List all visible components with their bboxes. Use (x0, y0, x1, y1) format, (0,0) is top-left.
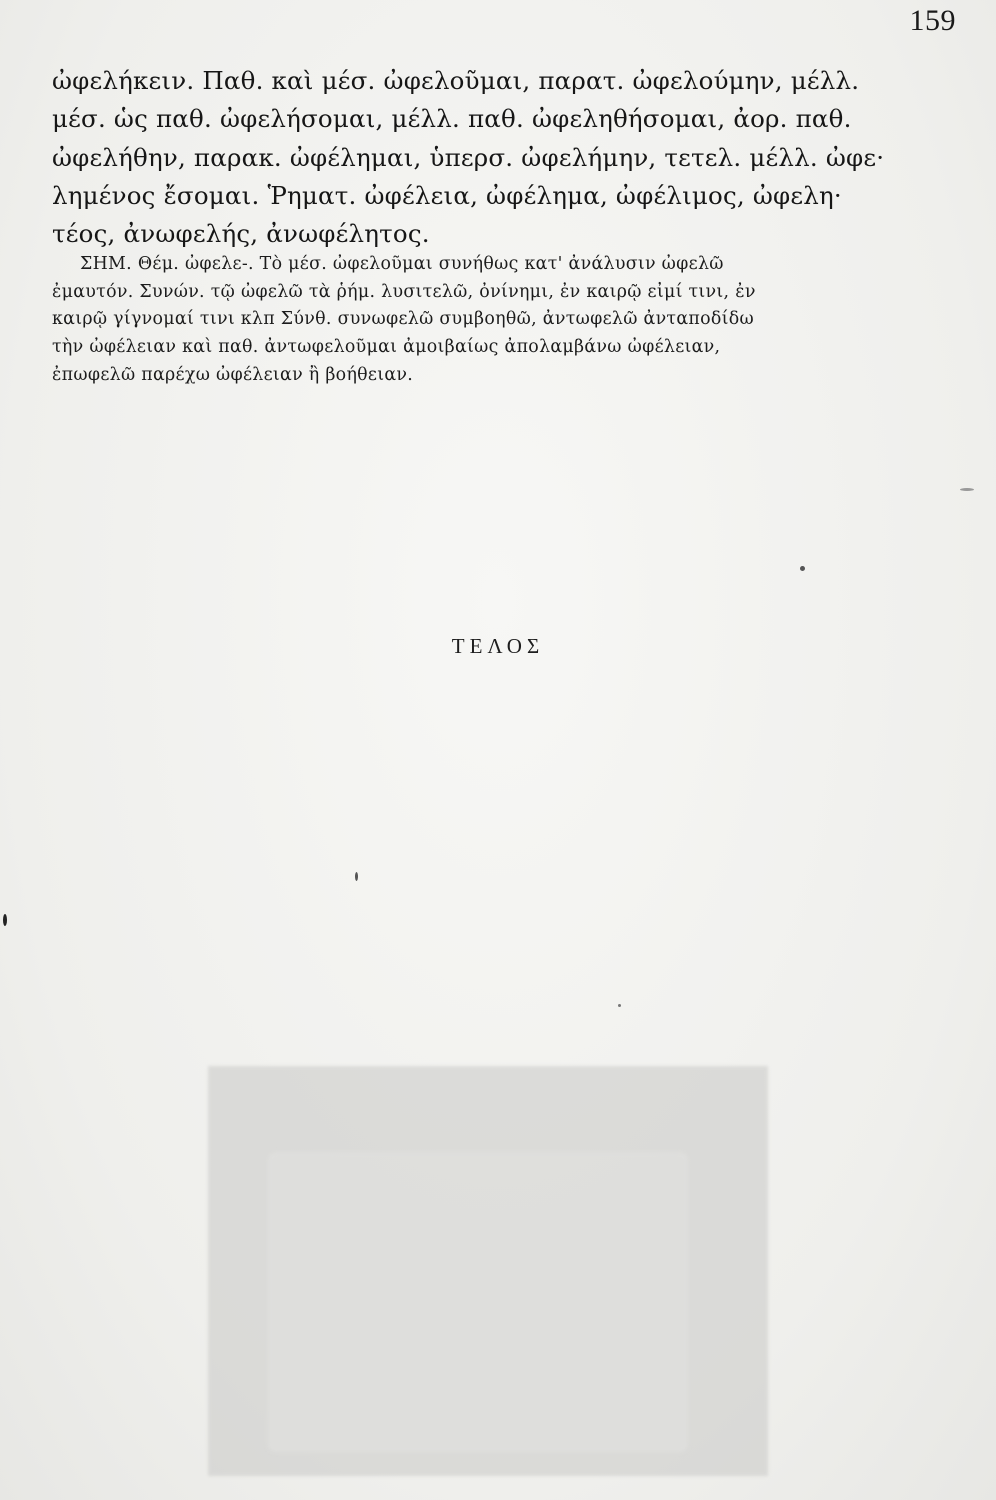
note-line: καιρῷ γίγνομαί τινι κλπ Σύνθ. συνωφελῶ συμβοηθῶ, ἀντωφελῶ ἀνταποδίδω (52, 309, 755, 330)
ink-speck (800, 566, 805, 571)
note-line: τὴν ὠφέλειαν καὶ παθ. ἀντωφελοῦμαι ἀμοιβαίως ἀπολαμβάνω ὠφέλειαν, (52, 337, 721, 358)
main-text-line: τέος, ἀνωφελής, ἀνωφέλητος. (52, 219, 430, 249)
note-block (52, 251, 892, 390)
main-text-line: μέσ. ὡς παθ. ὠφελήσομαι, μέλλ. παθ. ὠφεληθήσομαι, ἀορ. παθ. (52, 104, 852, 134)
main-text-block (52, 62, 885, 253)
ink-speck (960, 488, 974, 491)
end-marker: ΤΕΛΟΣ (451, 634, 545, 658)
main-text-line: ὠφελήκειν. Παθ. καὶ μέσ. ὠφελοῦμαι, παρατ. ὠφελούμην, μέλλ. (52, 66, 860, 95)
note-line: ΣΗΜ. Θέμ. ὠφελε-. Τὸ μέσ. ὠφελοῦμαι συνήθως κατ' ἀνάλυσιν ὠφελῶ (80, 254, 724, 274)
main-text-line: λημένος ἔσομαι. Ῥηματ. ὠφέλεια, ὠφέλημα, ὠφέλιμος, ὠφελη· (52, 180, 842, 210)
ink-speck (3, 914, 7, 926)
bleed-through-inner-shadow (268, 1152, 688, 1452)
ink-speck (618, 1004, 621, 1007)
main-text-line: ὠφελήθην, παρακ. ὠφέλημαι, ὑπερσ. ὠφελήμην, τετελ. μέλλ. ὠφε· (52, 142, 885, 172)
page-number: 159 (909, 4, 956, 37)
note-line: ἐμαυτόν. Συνών. τῷ ὠφελῶ τὰ ῥήμ. λυσιτελῶ, ὀνίνημι, ἐν καιρῷ εἰμί τινι, ἐν (52, 281, 756, 302)
note-line: ἐπωφελῶ παρέχω ὠφέλειαν ἢ βοήθειαν. (52, 364, 414, 385)
ink-speck (355, 872, 358, 881)
